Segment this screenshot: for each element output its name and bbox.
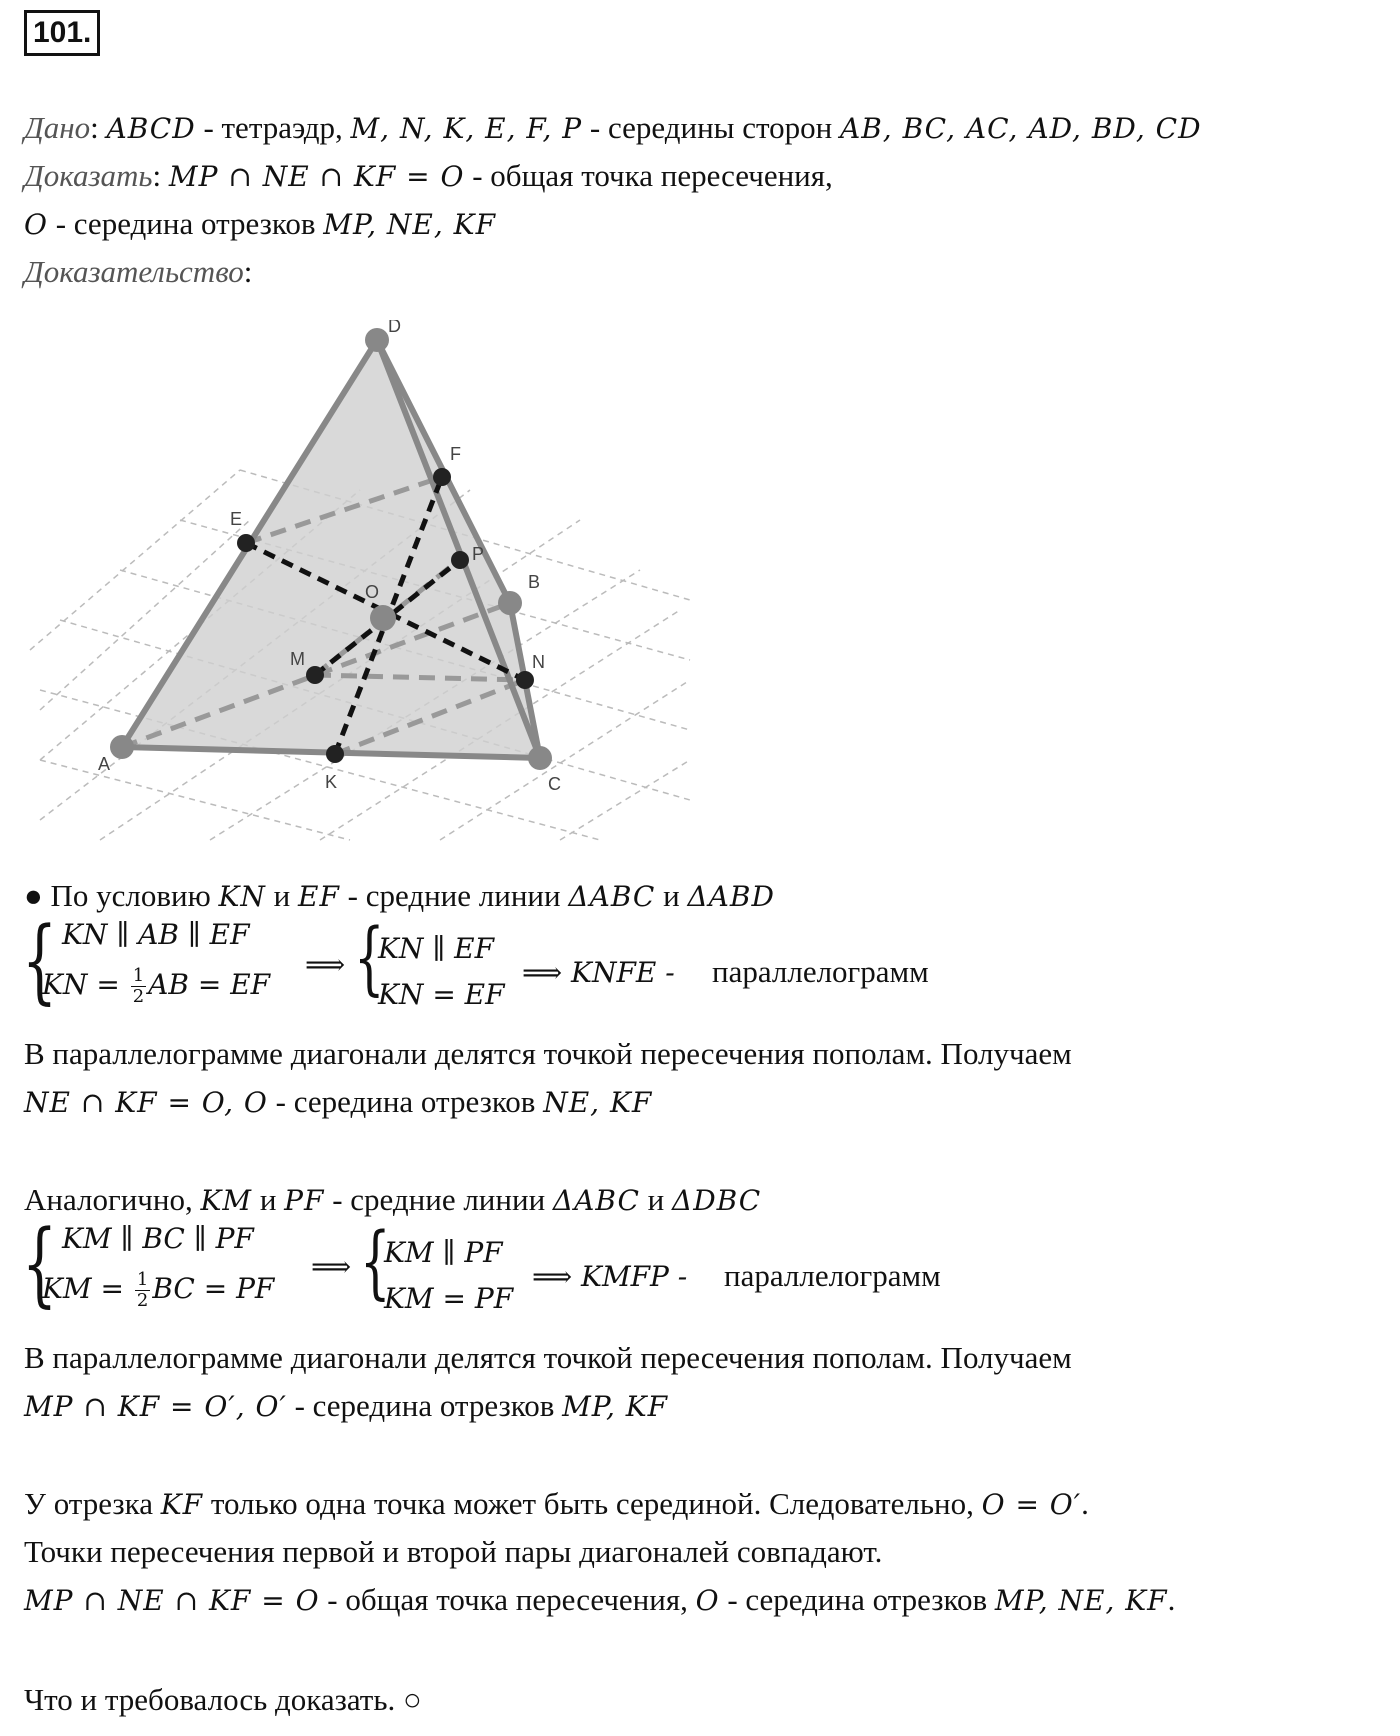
step1-kn: KN	[218, 880, 266, 913]
prove-line-2	[24, 204, 496, 245]
sys2-row1: KM ∥ BC ∥ PF	[62, 1222, 254, 1255]
conclusion-line1	[24, 1484, 1089, 1525]
label-d: D	[388, 320, 401, 336]
sys2-implies: ⟹	[311, 1250, 352, 1283]
sys2-frac-num: 1	[136, 1269, 149, 1290]
concl-m2: O = O′	[981, 1488, 1082, 1521]
final-line: Что и требовалось доказать. ○	[24, 1682, 422, 1717]
label-m: M	[290, 649, 305, 669]
conclusion-line2: Точки пересечения первой и второй пары диагоналей совпадают.	[24, 1534, 883, 1569]
label-p: P	[472, 544, 485, 564]
step2-t5: - средние линии	[324, 1182, 553, 1217]
prove-line: Доказать: MP ∩ NE ∩ KF = O - общая точка пересечения,	[24, 158, 833, 193]
step2-line	[24, 1180, 761, 1221]
sys2-frac	[135, 1270, 150, 1311]
para1-line1: В параллелограмме диагонали делятся точкой пересечения пополам. Получаем	[24, 1036, 1072, 1071]
para2-m1: MP ∩ KF = O′, O′	[24, 1390, 287, 1423]
step1-t3: и	[265, 878, 299, 913]
brace-left-1: {	[22, 907, 58, 1014]
sys1-row3: KN ∥ EF	[378, 932, 495, 965]
problem-number: 101.	[24, 10, 100, 56]
sys2-frac-den: 2	[136, 1290, 149, 1311]
prove-text-1: - общая точка пересечения,	[464, 158, 833, 193]
proof-label-line: Доказательство:	[24, 254, 253, 289]
step1-line	[24, 876, 775, 917]
given-label: Дано	[24, 110, 91, 145]
sys1-row2a: KN =	[42, 968, 129, 1001]
prove-o: O	[24, 208, 48, 241]
concl-t2: только одна точка может быть серединой. Следовательно,	[203, 1486, 982, 1521]
given-tetra: ABCD	[106, 112, 196, 145]
prove-label: Доказать	[24, 158, 153, 193]
concl-m4: O	[695, 1584, 720, 1617]
concl-t5: - середина отрезков	[719, 1582, 995, 1617]
para2-line1: В параллелограмме диагонали делятся точкой пересечения пополам. Получаем	[24, 1340, 1072, 1375]
given-text-2: - середины сторон	[582, 110, 840, 145]
concl-t4: - общая точка пересечения,	[319, 1582, 696, 1617]
bullet-icon: ●	[24, 878, 43, 913]
label-e: E	[230, 509, 243, 529]
concl-t6: .	[1167, 1582, 1176, 1617]
concl-m3: MP ∩ NE ∩ KF = O	[24, 1584, 320, 1617]
sys2-implies2: ⟹ KMFP -	[532, 1260, 688, 1293]
step2-t3: и	[252, 1182, 285, 1217]
label-a: A	[98, 754, 111, 774]
brace-left-2: {	[354, 911, 385, 1004]
sys2-row4: KM = PF	[384, 1282, 514, 1315]
sys1-frac-num: 1	[132, 965, 145, 986]
brace-left-4: {	[360, 1215, 391, 1308]
prove-segments: MP, NE, KF	[323, 208, 497, 241]
label-b: B	[528, 572, 541, 592]
step1-abd: ΔABD	[687, 880, 775, 913]
concl-t3: .	[1081, 1486, 1089, 1521]
sys1-frac	[131, 966, 146, 1007]
concl-t1: У отрезка	[24, 1486, 161, 1521]
para1-t1: - середина отрезков	[267, 1084, 544, 1119]
step2-t7: и	[639, 1182, 672, 1217]
para2-line2	[24, 1386, 668, 1427]
given-sides: AB, BC, AC, AD, BD, CD	[839, 112, 1202, 145]
sys1-implies: ⟹	[305, 948, 346, 981]
sys1-row4: KN = EF	[378, 978, 505, 1011]
sys2-row2	[42, 1270, 274, 1311]
sys2-row2b: BC = PF	[152, 1272, 275, 1305]
step1-t7: и	[655, 878, 688, 913]
step1-abc: ΔABC	[568, 880, 656, 913]
given-line: Дано: ABCD - тетраэдр, M, N, K, E, F, P - середины сторон AB, BC, AC, AD, BD, CD	[24, 110, 1202, 145]
sys1-row2b: AB = EF	[148, 968, 271, 1001]
concl-m1: KF	[160, 1488, 204, 1521]
label-o: O	[365, 582, 380, 602]
proof-label: Доказательство	[24, 254, 244, 289]
sys2-result: параллелограмм	[724, 1258, 941, 1293]
conclusion-line3	[24, 1580, 1175, 1621]
sys2-row3: KM ∥ PF	[384, 1236, 503, 1269]
step1-t5: - средние линии	[339, 878, 569, 913]
given-text-1: - тетраэдр,	[195, 110, 351, 145]
step1-t1: По условию	[42, 878, 219, 913]
sys2-row2a: KM =	[42, 1272, 133, 1305]
step2-abc: ΔABC	[552, 1184, 640, 1217]
para1-m2: NE, KF	[543, 1086, 653, 1119]
step2-t1: Аналогично,	[24, 1182, 201, 1217]
brace-left-3: {	[22, 1210, 58, 1317]
label-c: C	[548, 774, 561, 794]
sys1-row1: KN ∥ AB ∥ EF	[62, 918, 250, 951]
sys1-row2	[42, 966, 270, 1007]
prove-formula: MP ∩ NE ∩ KF = O	[168, 160, 465, 193]
label-k: K	[325, 772, 338, 792]
para2-t1: - середина отрезков	[286, 1388, 563, 1423]
sys1-result: параллелограмм	[712, 954, 929, 989]
para2-m2: MP, KF	[562, 1390, 669, 1423]
para1-line2	[24, 1082, 652, 1123]
prove-text-2: - середина отрезков	[47, 206, 324, 241]
given-points: M, N, K, E, F, P	[350, 112, 583, 145]
sys1-implies2: ⟹ KNFE -	[522, 956, 675, 989]
sys1-frac-den: 2	[132, 986, 145, 1007]
step1-ef: EF	[298, 880, 340, 913]
label-n: N	[532, 652, 545, 672]
concl-m5: MP, NE, KF	[994, 1584, 1168, 1617]
step2-dbc: ΔDBC	[671, 1184, 762, 1217]
tetrahedron-figure	[20, 320, 700, 850]
label-f: F	[450, 444, 461, 464]
step2-pf: PF	[284, 1184, 325, 1217]
step2-km: KM	[200, 1184, 253, 1217]
para1-m1: NE ∩ KF = O, O	[24, 1086, 268, 1119]
